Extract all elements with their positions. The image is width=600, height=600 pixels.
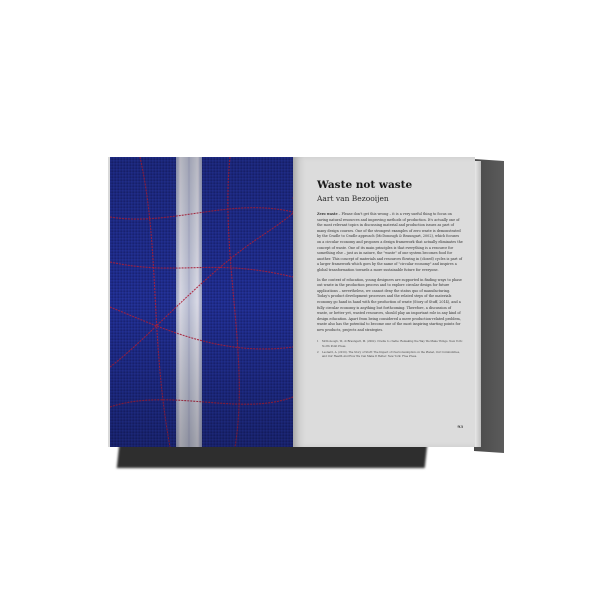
page-number: 93 — [457, 424, 463, 429]
body-paragraph-2: In the context of education, young designers are supported in finding ways to phase out waste in the production process and to explore circular design for future applications – nevertheless, we cannot deny the status quo of manufacturing. Today's product development processes and the related steps of the materials economy go hand in hand with the production of waste (Story of Stuff, 2014), and a fully circular economy is anything but forthcoming. Therefore, a discussion of waste, or better yet, wasted resources, should play an important role in any kind of design education. Apart from being considered a mere production-related problem, waste also has the potential to become one of the most inspiring starting points for new products, projects and strategies. — [317, 277, 462, 332]
body-paragraph-1 — [317, 212, 463, 274]
page-edge — [475, 161, 481, 447]
article-title: Waste not waste — [317, 179, 413, 191]
fabric-photograph — [110, 157, 293, 447]
paragraph-1-text: – Please don't get this wrong – it is a very useful thing to focus on saving natural resources and improving methods of production. It's actually one of the most relevant topics in discussing material and production issues as part of many design courses. One of the strongest examples of zero waste is demonstrated by the Cradle to Cradle approach (McDonough & Braungart, 2002), which focuses on a circular economy and proposes a design framework that actually eliminates the concept of waste. One of its main principles is that everything is a resource for something else – just as in nature, the "waste" of one system becomes food for another. This concept of materials and resources flowing in (closed) cycles is part of a larger framework which goes by the name of "circular economy" and inspires a global transformation towards a more sustainable future for everyone. — [317, 212, 463, 272]
article-column — [317, 179, 463, 361]
footnote-1 — [317, 340, 463, 348]
footnote-text: McDonough, W., & Braungart, M. (2002). Cradle to cradle: Remaking the Way We Make Things. New York: North Point Press. — [322, 340, 463, 348]
article-author: Aart van Bezooijen — [317, 194, 389, 203]
right-page — [293, 157, 475, 447]
footnote-text: Leonard, A. (2010). The Story of Stuff: The Impact of Overconsumption on the Planet, Our Communities, and Our Health And How We Can Make It Better. New York: Free Press. — [322, 350, 460, 359]
footnotes — [317, 340, 463, 359]
footnote-number: 2 — [317, 350, 319, 354]
footnote-2 — [317, 351, 463, 359]
lead-in: Zero waste — [317, 212, 338, 216]
open-book-spread — [108, 157, 478, 447]
left-page — [108, 157, 293, 447]
footnote-number: 1 — [317, 340, 319, 344]
